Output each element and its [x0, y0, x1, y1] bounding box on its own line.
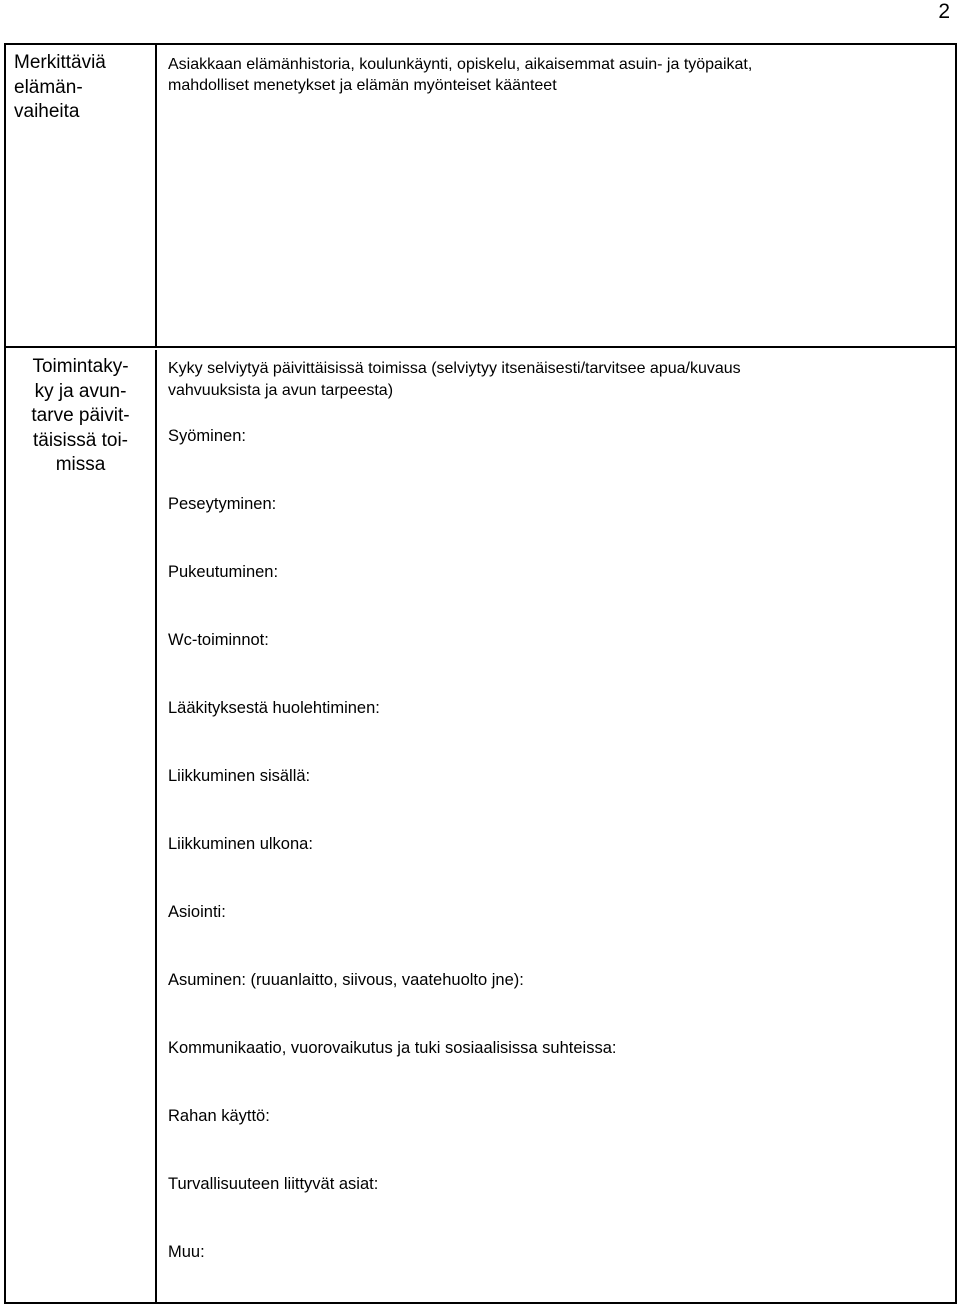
life-stages-content[interactable]	[157, 45, 955, 346]
daily-functioning-label-line: missa	[55, 454, 106, 475]
field-eating: Syöminen:	[168, 427, 246, 445]
life-stages-label	[6, 45, 157, 346]
field-housing: Asuminen: (ruuanlaitto, siivous, vaatehuolto jne):	[168, 971, 524, 989]
field-errands: Asiointi:	[168, 903, 226, 921]
life-stages-description: Asiakkaan elämänhistoria, koulunkäynti, opiskelu, aikaisemmat asuin- ja työpaikat,	[168, 56, 753, 73]
field-medication: Lääkityksestä huolehtiminen:	[168, 699, 380, 717]
life-stages-label-line: elämän-	[14, 76, 83, 98]
life-stages-description: mahdolliset menetykset ja elämän myönteiset käänteet	[168, 77, 557, 94]
daily-functioning-content[interactable]	[157, 350, 955, 1302]
life-stages-row	[6, 45, 955, 348]
life-stages-label-line: vaiheita	[14, 101, 80, 122]
daily-functioning-description: Kyky selviytyä päivittäisissä toimissa (selviytyy itsenäisesti/tarvitsee apua/kuvaus	[168, 360, 741, 377]
daily-functioning-label	[6, 350, 157, 1302]
field-washing: Peseytyminen:	[168, 495, 277, 513]
field-other: Muu:	[168, 1243, 205, 1261]
daily-functioning-description: vahvuuksista ja avun tarpeesta)	[168, 382, 394, 399]
field-safety: Turvallisuuteen liittyvät asiat:	[168, 1175, 379, 1193]
life-stages-label-line: Merkittäviä	[14, 52, 106, 73]
daily-functioning-label-line: Toimintaky-	[32, 356, 129, 377]
field-communication: Kommunikaatio, vuorovaikutus ja tuki sosiaalisissa suhteissa:	[168, 1039, 617, 1057]
field-dressing: Pukeutuminen:	[168, 563, 279, 581]
field-moving-outdoors: Liikkuminen ulkona:	[168, 835, 313, 853]
assessment-form-table	[4, 43, 957, 1304]
daily-functioning-label-line: täisissä toi-	[32, 429, 129, 451]
daily-functioning-label-line: tarve päivit-	[31, 405, 130, 426]
field-money-use: Rahan käyttö:	[168, 1107, 270, 1125]
page-number: 2	[938, 0, 950, 23]
field-moving-indoors: Liikkuminen sisällä:	[168, 767, 311, 785]
daily-functioning-row	[6, 350, 955, 1302]
daily-functioning-label-line: ky ja avun-	[34, 380, 127, 402]
field-toilet: Wc-toiminnot:	[168, 631, 269, 649]
